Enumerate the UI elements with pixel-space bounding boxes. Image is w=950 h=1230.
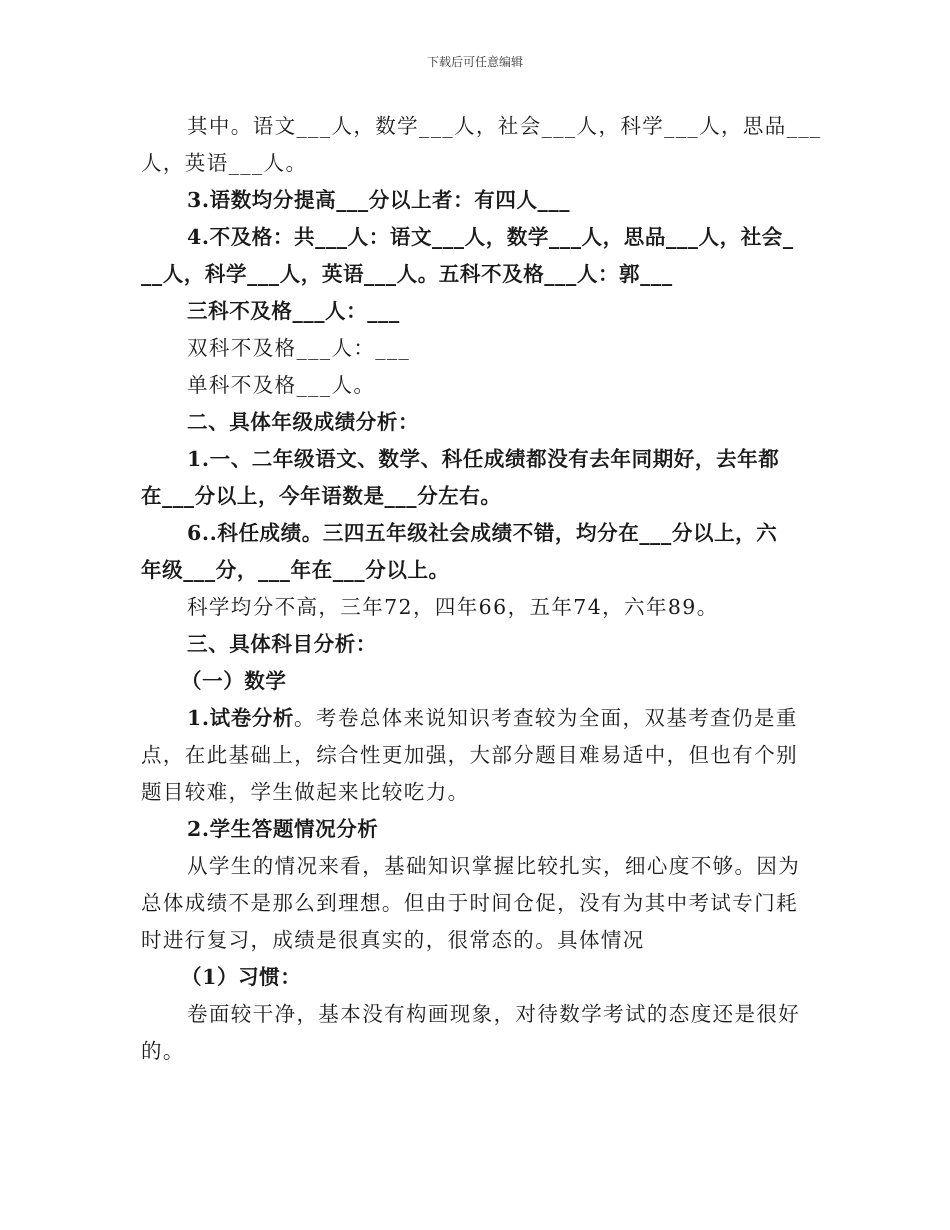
paragraph-paper-analysis — [141, 700, 811, 811]
paragraph-habits — [141, 996, 811, 1070]
text-line: 1.一、二年级语文、数学、科任成绩都没有去年同期好，去年都 — [187, 447, 780, 471]
page-header: 下载后可任意编辑 — [426, 55, 523, 69]
text-line: 从学生的情况来看，基础知识掌握比较扎实，细心度不够。因为 — [187, 854, 801, 878]
text-line: 其中。语文___人，数学___人，社会___人，科学___人，思品___ — [187, 114, 822, 138]
inline-text: 。考卷总体来说知识考查较为全面，双基考查仍是重 — [294, 706, 798, 730]
text-line: 年级___分，___年在___分以上。 — [141, 558, 450, 582]
section-heading-grade-analysis: 二、具体年级成绩分析： — [187, 410, 420, 434]
paragraph-one-fail: 单科不及格___人。 — [187, 373, 376, 397]
text-line: 时进行复习，成绩是很真实的，很常态的。具体情况 — [141, 928, 645, 952]
text-line: 6..科任成绩。三四五年级社会成绩不错，均分在___分以上，六 — [187, 521, 778, 545]
paragraph-three-fail: 三科不及格___人：___ — [187, 299, 400, 323]
inline-heading: 1.试卷分析 — [187, 706, 295, 730]
text-line: 的。 — [141, 1039, 185, 1063]
paragraph-two-fail: 双科不及格___人：___ — [187, 336, 411, 360]
text-line: 点，在此基础上，综合性更加强，大部分题目难易适中，但也有个别 — [141, 743, 798, 767]
paragraph-subject-counts — [141, 108, 822, 182]
subsection-heading-answers: 2.学生答题情况分析 — [187, 817, 379, 841]
text-line: 卷面较干净，基本没有构画现象，对待数学考试的态度还是很好 — [187, 1002, 801, 1026]
text-line: __人，科学___人，英语___人。五科不及格___人：郭___ — [141, 262, 673, 286]
subsection-heading-habits: （1）习惯： — [181, 965, 302, 989]
paragraph-failing — [141, 219, 811, 293]
text-line — [141, 700, 811, 737]
text-line: 总体成绩不是那么到理想。但由于时间仓促，没有为其中考试专门耗 — [141, 891, 798, 915]
paragraph-grade-one-two — [141, 441, 811, 515]
paragraph-elective-scores — [141, 515, 811, 589]
text-line: 题目较难，学生做起来比较吃力。 — [141, 780, 470, 804]
paragraph-science-average: 科学均分不高，三年72，四年66，五年74，六年89。 — [187, 595, 719, 619]
text-line: 在___分以上，今年语数是___分左右。 — [141, 484, 502, 508]
text-line: 人，英语___人。 — [141, 151, 308, 175]
section-heading-subject-analysis: 三、具体科目分析： — [187, 632, 377, 656]
paragraph-improvement: 3.语数均分提高___分以上者：有四人___ — [187, 188, 571, 212]
subsection-heading-math: （一）数学 — [181, 669, 287, 693]
document-body — [141, 108, 822, 1070]
text-line: 4.不及格：共___人：语文___人，数学___人，思品___人，社会_ — [187, 225, 794, 249]
paragraph-student-situation — [141, 848, 811, 959]
